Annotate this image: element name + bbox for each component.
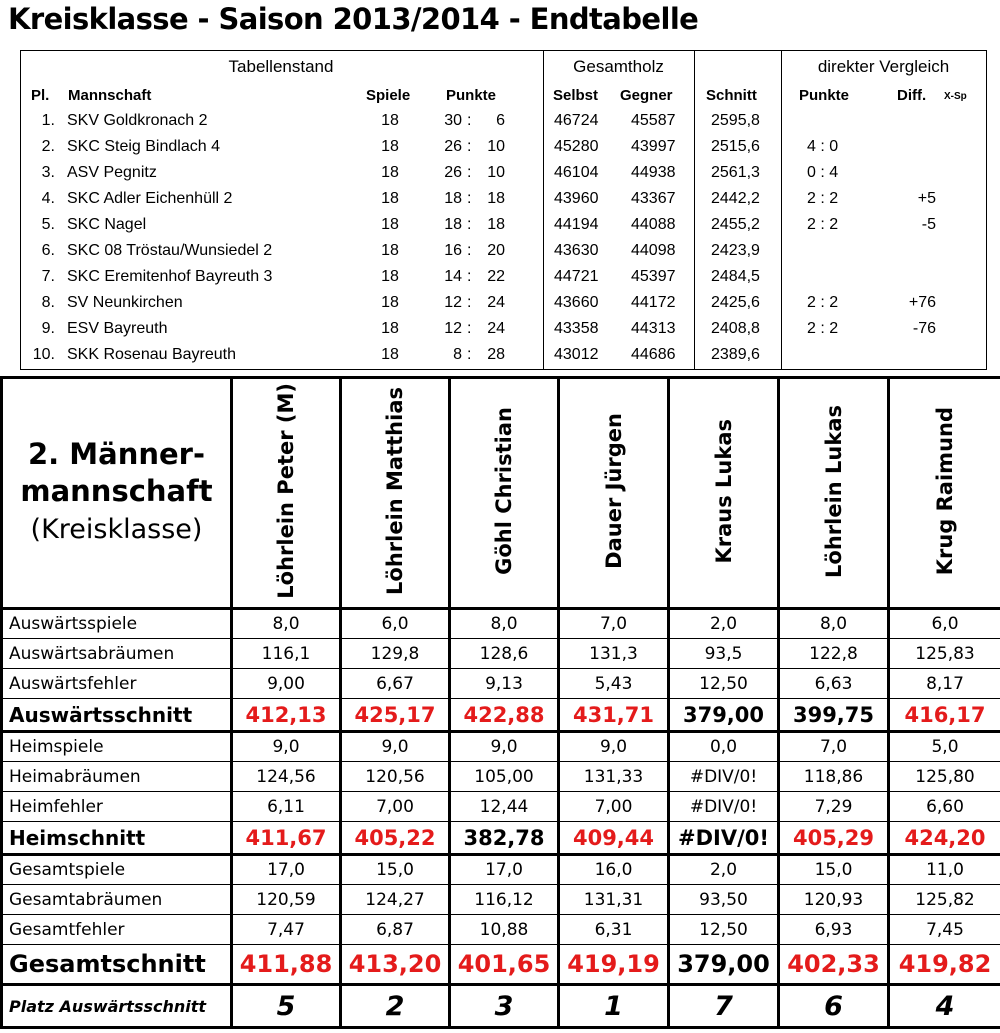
team-title-cell: [2, 378, 232, 609]
league-cell-diff: -5: [921, 216, 936, 233]
league-cell-p2: 10: [487, 138, 505, 155]
league-cell-own: 44721: [554, 268, 599, 285]
col-header-avg: Schnitt: [706, 87, 757, 104]
league-cell-p2: 24: [487, 320, 505, 337]
league-cell-pl: 2.: [41, 138, 55, 155]
stats-value-cell: 93,50: [669, 885, 779, 915]
league-cell-diff: -76: [912, 320, 936, 337]
col-header-xsp: X-Sp: [944, 91, 967, 102]
score-separator: :: [467, 216, 472, 233]
stats-row: [2, 762, 1000, 792]
league-cell-dv: 2 : 2: [807, 320, 839, 337]
stats-value-cell: 7,47: [232, 915, 341, 945]
league-cell-opp: 43367: [631, 190, 676, 207]
stats-value-cell: 9,0: [341, 732, 450, 762]
league-cell-games: 18: [381, 216, 399, 233]
col-header-games: Spiele: [366, 87, 411, 104]
league-cell-p2: 18: [487, 216, 505, 233]
league-cell-p2: 10: [487, 164, 505, 181]
league-table: [20, 50, 987, 370]
stats-value-cell: 116,12: [450, 885, 559, 915]
league-cell-avg: 2442,2: [711, 190, 760, 207]
stats-value-cell: 131,3: [559, 639, 669, 669]
stats-value-cell: 6,11: [232, 792, 341, 822]
stats-value-cell: 7,0: [559, 609, 669, 639]
league-row: [21, 240, 986, 266]
stats-value-cell: 6,0: [889, 609, 1000, 639]
league-cell-games: 18: [381, 164, 399, 181]
league-cell-opp: 44938: [631, 164, 676, 181]
stats-value-cell: 7,29: [779, 792, 889, 822]
league-row: [21, 136, 986, 162]
stats-value-cell: 401,65: [450, 945, 559, 985]
stats-value-cell: 129,8: [341, 639, 450, 669]
stats-value-cell: 9,00: [232, 669, 341, 699]
stats-value-cell: 419,82: [889, 945, 1000, 985]
player-name: Krug Raimund: [933, 406, 957, 576]
stats-value-cell: 431,71: [559, 699, 669, 732]
stats-value-cell: 93,5: [669, 639, 779, 669]
league-cell-p2: 28: [487, 346, 505, 363]
stats-value-cell: 125,82: [889, 885, 1000, 915]
stats-row: [2, 699, 1000, 732]
stats-value-cell: 6: [779, 985, 889, 1028]
player-header: [450, 378, 559, 609]
stats-value-cell: 125,83: [889, 639, 1000, 669]
league-cell-pl: 5.: [41, 216, 55, 233]
stats-value-cell: 9,13: [450, 669, 559, 699]
stats-row: [2, 915, 1000, 945]
stats-value-cell: 382,78: [450, 822, 559, 855]
league-cell-dv: 0 : 4: [807, 164, 839, 181]
league-cell-p1: 30: [444, 112, 462, 129]
league-cell-own: 46104: [554, 164, 599, 181]
player-name: Löhrlein Matthias: [383, 387, 407, 595]
stats-value-cell: 7: [669, 985, 779, 1028]
score-separator: :: [467, 138, 472, 155]
league-cell-pl: 7.: [41, 268, 55, 285]
stats-row-label: Gesamtspiele: [2, 855, 232, 885]
stats-row-label: Gesamtabräumen: [2, 885, 232, 915]
stats-value-cell: 422,88: [450, 699, 559, 732]
player-header: [232, 378, 341, 609]
league-cell-avg: 2423,9: [711, 242, 760, 259]
stats-value-cell: 9,0: [559, 732, 669, 762]
league-cell-opp: 44313: [631, 320, 676, 337]
stats-value-cell: 5,0: [889, 732, 1000, 762]
stats-value-cell: 1: [559, 985, 669, 1028]
stats-value-cell: 416,17: [889, 699, 1000, 732]
group-header-total-wood: Gesamtholz: [573, 57, 664, 76]
player-header: [341, 378, 450, 609]
league-cell-team: SKC 08 Tröstau/Wunsiedel 2: [67, 242, 273, 259]
league-cell-avg: 2515,6: [711, 138, 760, 155]
league-row: [21, 292, 986, 318]
league-row: [21, 266, 986, 292]
stats-value-cell: 6,63: [779, 669, 889, 699]
league-cell-p1: 12: [444, 320, 462, 337]
league-cell-p2: 24: [487, 294, 505, 311]
league-cell-avg: 2561,3: [711, 164, 760, 181]
stats-value-cell: #DIV/0!: [669, 762, 779, 792]
stats-value-cell: 6,60: [889, 792, 1000, 822]
league-cell-diff: +5: [917, 190, 936, 207]
league-cell-avg: 2484,5: [711, 268, 760, 285]
league-cell-own: 43358: [554, 320, 599, 337]
player-name: Kraus Lukas: [711, 418, 736, 564]
league-cell-pl: 1.: [41, 112, 55, 129]
stats-value-cell: 7,0: [779, 732, 889, 762]
league-cell-p1: 18: [444, 190, 462, 207]
stats-value-cell: 17,0: [450, 855, 559, 885]
stats-row: [2, 609, 1000, 639]
stats-value-cell: 120,93: [779, 885, 889, 915]
league-cell-p2: 18: [487, 190, 505, 207]
stats-value-cell: 120,56: [341, 762, 450, 792]
stats-row-label: Heimschnitt: [2, 822, 232, 855]
league-cell-p1: 26: [444, 138, 462, 155]
league-cell-p1: 8: [453, 346, 462, 363]
league-cell-own: 43660: [554, 294, 599, 311]
stats-row: [2, 639, 1000, 669]
stats-value-cell: 17,0: [232, 855, 341, 885]
league-cell-games: 18: [381, 294, 399, 311]
group-header-direct: direkter Vergleich: [817, 57, 950, 76]
stats-value-cell: 128,6: [450, 639, 559, 669]
league-cell-p1: 14: [444, 268, 462, 285]
score-separator: :: [467, 294, 472, 311]
col-header-team: Mannschaft: [68, 87, 152, 104]
league-cell-opp: 44088: [631, 216, 676, 233]
league-cell-games: 18: [381, 138, 399, 155]
stats-value-cell: 12,50: [669, 669, 779, 699]
league-cell-avg: 2595,8: [711, 112, 760, 129]
league-cell-opp: 44098: [631, 242, 676, 259]
stats-row-label: Heimspiele: [2, 732, 232, 762]
player-name: Göhl Christian: [492, 407, 516, 575]
league-cell-games: 18: [381, 268, 399, 285]
league-cell-p1: 26: [444, 164, 462, 181]
stats-value-cell: 118,86: [779, 762, 889, 792]
league-cell-pl: 9.: [41, 320, 55, 337]
group-header-standings: Tabellenstand: [228, 57, 334, 76]
stats-value-cell: 409,44: [559, 822, 669, 855]
team-title-line2: mannschaft: [20, 474, 213, 508]
player-header: [559, 378, 669, 609]
stats-row: [2, 792, 1000, 822]
stats-value-cell: 411,88: [232, 945, 341, 985]
stats-value-cell: 124,27: [341, 885, 450, 915]
league-cell-team: ASV Pegnitz: [67, 164, 157, 181]
stats-value-cell: 3: [450, 985, 559, 1028]
player-header: [889, 378, 1000, 609]
stats-value-cell: 4: [889, 985, 1000, 1028]
stats-row: [2, 885, 1000, 915]
league-cell-dv: 2 : 2: [807, 294, 839, 311]
league-cell-pl: 4.: [41, 190, 55, 207]
league-row: [21, 110, 986, 136]
league-cell-opp: 45397: [631, 268, 676, 285]
league-cell-diff: +76: [908, 294, 936, 311]
stats-value-cell: 8,0: [232, 609, 341, 639]
score-separator: :: [467, 164, 472, 181]
stats-value-cell: 399,75: [779, 699, 889, 732]
league-cell-own: 45280: [554, 138, 599, 155]
stats-value-cell: 6,67: [341, 669, 450, 699]
league-cell-avg: 2408,8: [711, 320, 760, 337]
score-separator: :: [467, 268, 472, 285]
league-cell-opp: 43997: [631, 138, 676, 155]
stats-value-cell: 124,56: [232, 762, 341, 792]
stats-row-label: Auswärtsschnitt: [2, 699, 232, 732]
stats-value-cell: 7,00: [559, 792, 669, 822]
league-cell-dv: 2 : 2: [807, 190, 839, 207]
league-cell-dv: 4 : 0: [807, 138, 839, 155]
col-header-diff: Diff.: [897, 87, 927, 104]
league-cell-games: 18: [381, 242, 399, 259]
stats-value-cell: 6,87: [341, 915, 450, 945]
stats-value-cell: 15,0: [341, 855, 450, 885]
player-name: Löhrlein Lukas: [821, 404, 846, 578]
score-separator: :: [467, 190, 472, 207]
league-cell-avg: 2389,6: [711, 346, 760, 363]
league-cell-own: 46724: [554, 112, 599, 129]
stats-value-cell: 131,31: [559, 885, 669, 915]
stats-value-cell: 2,0: [669, 609, 779, 639]
page-title: Kreisklasse - Saison 2013/2014 - Endtabelle: [8, 2, 699, 36]
league-cell-team: SKV Goldkronach 2: [67, 112, 208, 129]
league-row: [21, 188, 986, 214]
league-cell-games: 18: [381, 112, 399, 129]
stats-value-cell: 105,00: [450, 762, 559, 792]
col-header-opp: Gegner: [620, 87, 673, 104]
stats-value-cell: 411,67: [232, 822, 341, 855]
stats-value-cell: 15,0: [779, 855, 889, 885]
league-cell-opp: 44686: [631, 346, 676, 363]
stats-value-cell: #DIV/0!: [669, 822, 779, 855]
stats-value-cell: 424,20: [889, 822, 1000, 855]
league-cell-games: 18: [381, 190, 399, 207]
league-cell-avg: 2425,6: [711, 294, 760, 311]
stats-value-cell: 2,0: [669, 855, 779, 885]
team-subtitle: (Kreisklasse): [30, 514, 203, 545]
player-stats-table: [0, 376, 1000, 1033]
league-cell-p2: 6: [496, 112, 505, 129]
stats-value-cell: #DIV/0!: [669, 792, 779, 822]
stats-value-cell: 402,33: [779, 945, 889, 985]
stats-value-cell: 6,0: [341, 609, 450, 639]
stats-value-cell: 116,1: [232, 639, 341, 669]
stats-value-cell: 9,0: [450, 732, 559, 762]
stats-value-cell: 125,80: [889, 762, 1000, 792]
league-cell-own: 43960: [554, 190, 599, 207]
stats-row-label: Gesamtfehler: [2, 915, 232, 945]
league-cell-dv: 2 : 2: [807, 216, 839, 233]
league-cell-team: SKC Nagel: [67, 216, 147, 233]
league-cell-own: 43630: [554, 242, 599, 259]
stats-value-cell: 12,44: [450, 792, 559, 822]
stats-value-cell: 9,0: [232, 732, 341, 762]
league-cell-p1: 16: [444, 242, 462, 259]
league-row: [21, 344, 986, 370]
league-row: [21, 318, 986, 344]
league-cell-pl: 3.: [41, 164, 55, 181]
stats-value-cell: 7,45: [889, 915, 1000, 945]
league-cell-team: SKC Adler Eichenhüll 2: [67, 190, 233, 207]
stats-value-cell: 413,20: [341, 945, 450, 985]
stats-value-cell: 5: [232, 985, 341, 1028]
stats-row-label: Gesamtschnitt: [2, 945, 232, 985]
stats-value-cell: 10,88: [450, 915, 559, 945]
stats-value-cell: 16,0: [559, 855, 669, 885]
stats-value-cell: 8,0: [779, 609, 889, 639]
league-row: [21, 162, 986, 188]
stats-value-cell: 379,00: [669, 699, 779, 732]
league-cell-p1: 18: [444, 216, 462, 233]
stats-value-cell: 8,17: [889, 669, 1000, 699]
stats-value-cell: 0,0: [669, 732, 779, 762]
stats-value-cell: 2: [341, 985, 450, 1028]
stats-value-cell: 425,17: [341, 699, 450, 732]
stats-row: [2, 732, 1000, 762]
stats-value-cell: 11,0: [889, 855, 1000, 885]
score-separator: :: [467, 346, 472, 363]
stats-row-label: Auswärtsabräumen: [2, 639, 232, 669]
league-cell-opp: 45587: [631, 112, 676, 129]
stats-row-label: Auswärtsfehler: [2, 669, 232, 699]
stats-value-cell: 412,13: [232, 699, 341, 732]
league-row: [21, 214, 986, 240]
league-cell-opp: 44172: [631, 294, 676, 311]
stats-value-cell: 7,00: [341, 792, 450, 822]
stats-row: [2, 945, 1000, 985]
player-header: [669, 378, 779, 609]
stats-row-label: Heimabräumen: [2, 762, 232, 792]
league-cell-p2: 22: [487, 268, 505, 285]
stats-row: [2, 855, 1000, 885]
stats-row-label: Platz Auswärtsschnitt: [2, 985, 232, 1028]
stats-value-cell: 419,19: [559, 945, 669, 985]
player-name: Löhrlein Peter (M): [274, 383, 298, 599]
stats-row: [2, 669, 1000, 699]
stats-value-cell: 6,31: [559, 915, 669, 945]
col-header-place: Pl.: [31, 87, 50, 104]
league-cell-p2: 20: [487, 242, 505, 259]
stats-value-cell: 131,33: [559, 762, 669, 792]
stats-value-cell: 5,43: [559, 669, 669, 699]
player-header: [779, 378, 889, 609]
stats-value-cell: 379,00: [669, 945, 779, 985]
stats-row-label: Heimfehler: [2, 792, 232, 822]
league-cell-avg: 2455,2: [711, 216, 760, 233]
league-cell-pl: 6.: [41, 242, 55, 259]
league-cell-team: SKC Steig Bindlach 4: [67, 138, 220, 155]
stats-row-label: Auswärtsspiele: [2, 609, 232, 639]
league-cell-own: 43012: [554, 346, 599, 363]
league-cell-team: ESV Bayreuth: [67, 320, 168, 337]
score-separator: :: [467, 320, 472, 337]
team-title-line1: 2. Männer-: [27, 437, 206, 471]
col-header-points: Punkte: [446, 87, 497, 104]
stats-value-cell: 6,93: [779, 915, 889, 945]
col-header-own: Selbst: [553, 87, 599, 104]
stats-value-cell: 405,29: [779, 822, 889, 855]
league-cell-pl: 8.: [41, 294, 55, 311]
stats-row: [2, 985, 1000, 1028]
stats-value-cell: 12,50: [669, 915, 779, 945]
stats-value-cell: 405,22: [341, 822, 450, 855]
league-cell-team: SKK Rosenau Bayreuth: [67, 346, 236, 363]
stats-value-cell: 120,59: [232, 885, 341, 915]
league-cell-pl: 10.: [32, 346, 55, 363]
league-cell-games: 18: [381, 346, 399, 363]
score-separator: :: [467, 112, 472, 129]
league-cell-p1: 12: [444, 294, 462, 311]
league-cell-games: 18: [381, 320, 399, 337]
league-cell-own: 44194: [554, 216, 599, 233]
league-cell-team: SKC Eremitenhof Bayreuth 3: [67, 268, 273, 285]
score-separator: :: [467, 242, 472, 259]
league-cell-team: SV Neunkirchen: [67, 294, 183, 311]
stats-value-cell: 122,8: [779, 639, 889, 669]
col-header-direct-points: Punkte: [799, 87, 850, 104]
stats-value-cell: 8,0: [450, 609, 559, 639]
player-name: Dauer Jürgen: [601, 413, 626, 569]
stats-row: [2, 822, 1000, 855]
